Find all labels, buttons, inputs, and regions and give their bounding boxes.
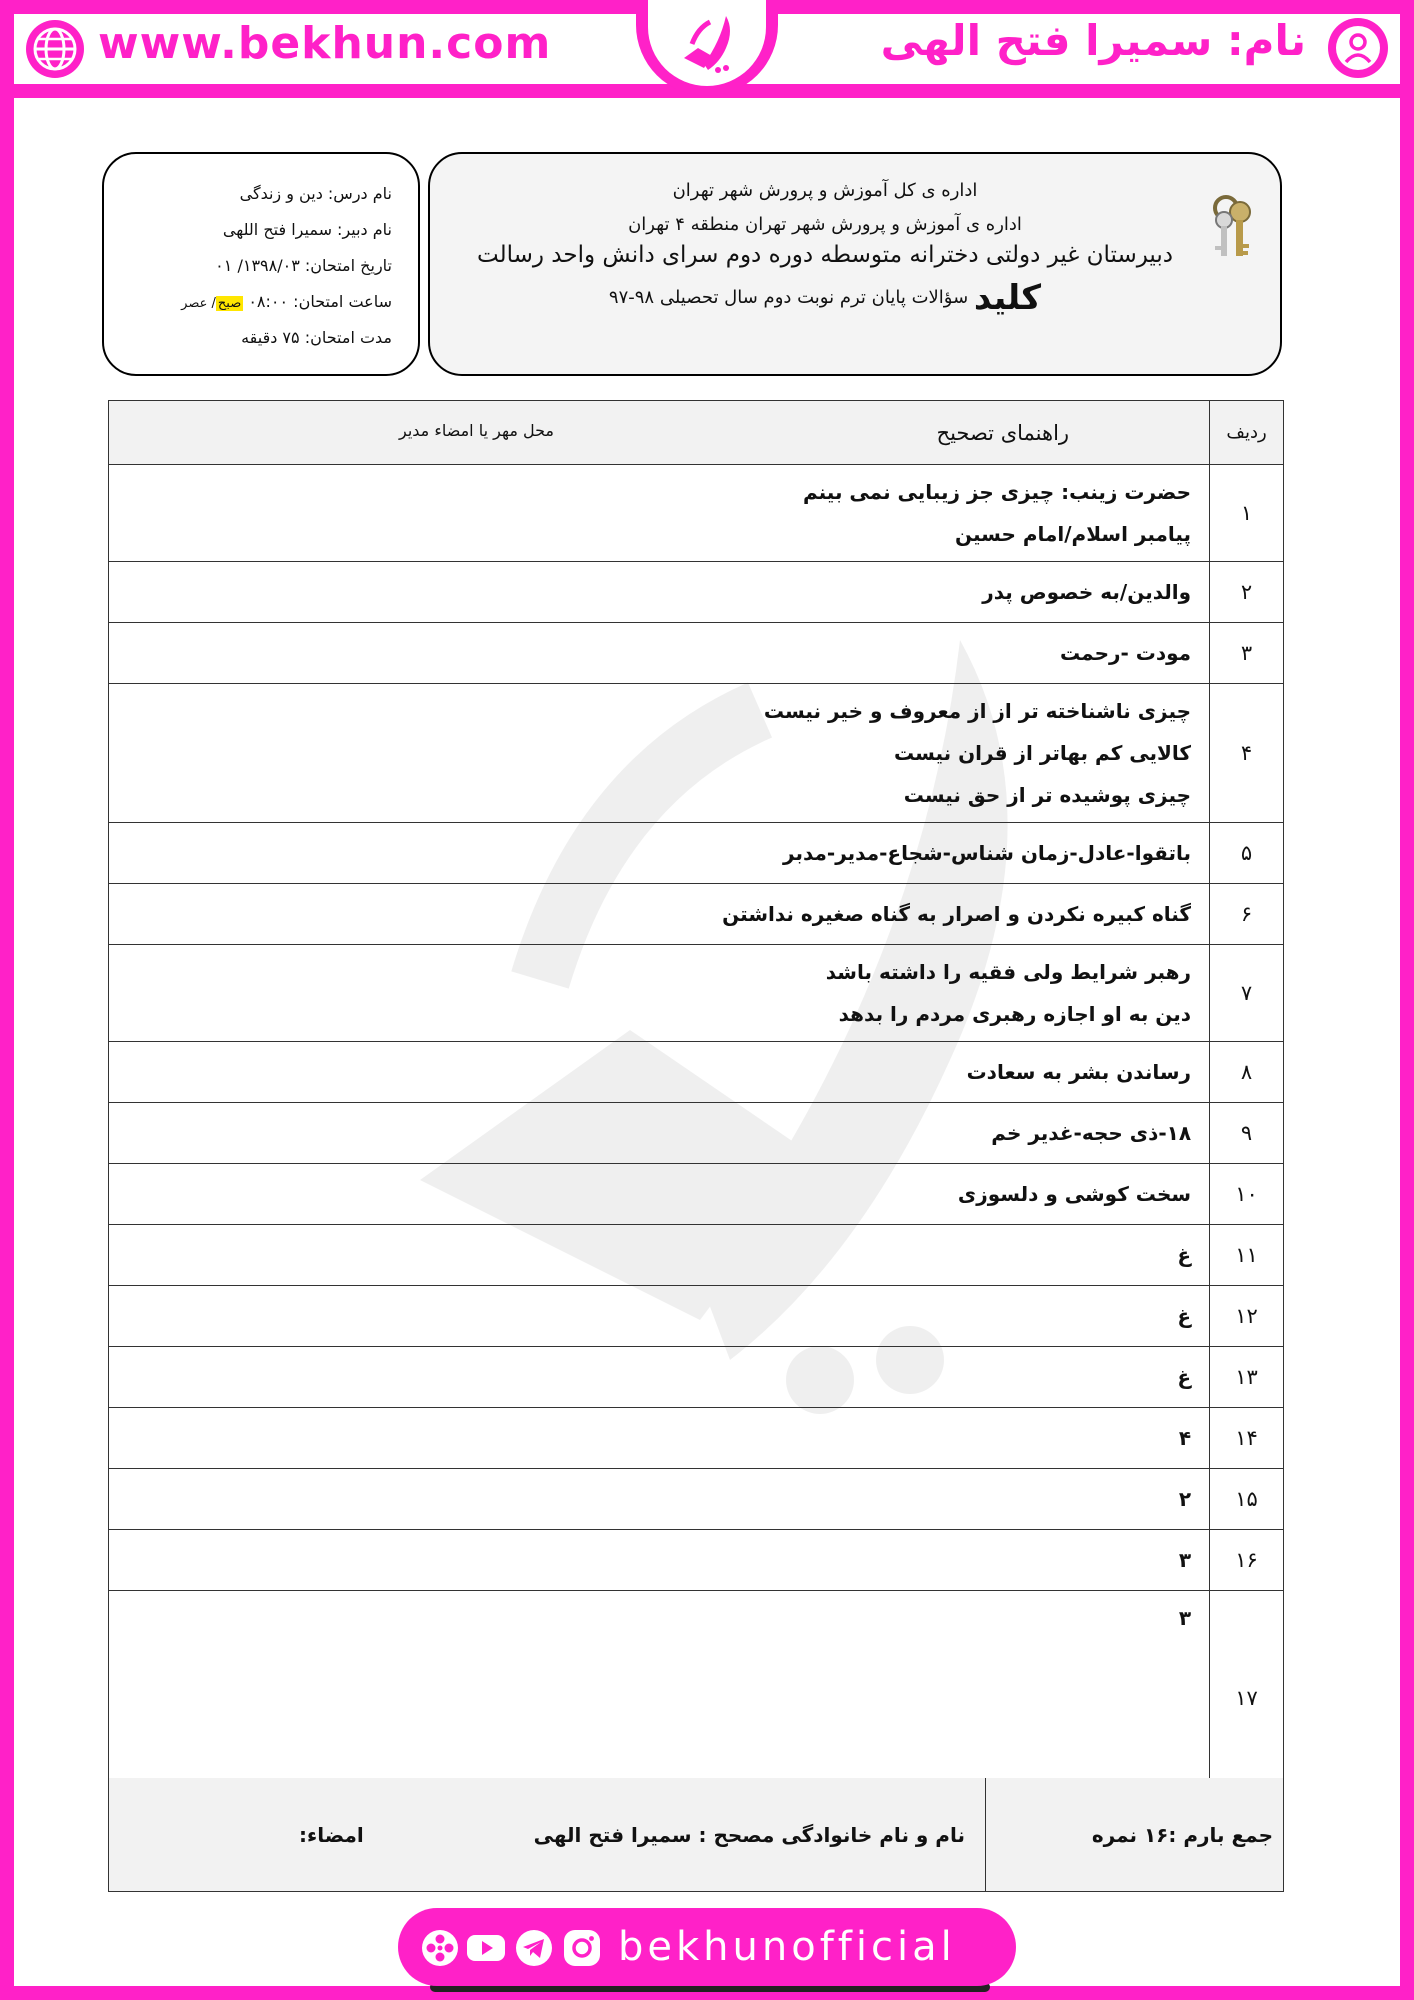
answer-line: گناه کبیره نکردن و اصرار به گناه صغیره نداشتن [722,902,1192,926]
row-number: ۱ [1210,465,1284,562]
table-row [109,884,1284,945]
table-row [109,684,1284,823]
instagram-icon[interactable] [562,1928,602,1968]
answer-key-table [108,400,1284,1805]
answer-cell [109,1530,1210,1591]
row-number: ۷ [1210,945,1284,1042]
answer-cell [109,1042,1210,1103]
table-row [109,1103,1284,1164]
row-number: ۳ [1210,623,1284,684]
answer-cell [109,1347,1210,1408]
table-row [109,1469,1284,1530]
answer-key-label: کلید [973,278,1042,318]
row-number: ۲ [1210,562,1284,623]
row-number: ۸ [1210,1042,1284,1103]
table-header-row [109,401,1284,465]
telegram-icon[interactable] [514,1928,554,1968]
table-row [109,1591,1284,1805]
answer-line: مودت -رحمت [1060,641,1192,665]
row-number: ۱۵ [1210,1469,1284,1530]
answer-line: پیامبر اسلام/امام حسین [954,522,1192,546]
exam-title [440,278,1210,318]
youtube-icon[interactable] [466,1928,506,1968]
table-row [109,1408,1284,1469]
table-row [109,623,1284,684]
answer-cell [109,1225,1210,1286]
user-icon [1326,16,1390,80]
time-evening: / عصر [181,296,216,311]
table-footer [108,1778,1284,1892]
table-row [109,1042,1284,1103]
time-morning: صبح [217,296,242,311]
answer-line: ۳ [1178,1548,1192,1572]
school-line-2: اداره ی آموزش و پرورش شهر تهران منطقه ۴ تهران [628,214,1022,235]
row-number: ۵ [1210,823,1284,884]
answer-cell [109,1103,1210,1164]
total-score: جمع بارم :۱۶ نمره [985,1778,1283,1891]
table-row [109,1164,1284,1225]
keys-icon [1210,194,1258,266]
grader-name: نام و نام خانوادگی مصحح : سمیرا فتح الهی [533,1822,965,1847]
table-row [109,1286,1284,1347]
answer-cell [109,884,1210,945]
answer-cell [109,465,1210,562]
exam-duration: مدت امتحان: ۷۵ دقیقه [241,328,392,347]
answer-cell [109,823,1210,884]
answer-line: رساندن بشر به سعادت [966,1060,1192,1084]
header-correction-guide: راهنمای تصحیح [936,420,1070,445]
globe-icon [24,18,86,80]
answer-cell [109,623,1210,684]
row-number: ۱۳ [1210,1347,1284,1408]
row-number: ۱۰ [1210,1164,1284,1225]
table-row [109,823,1284,884]
answer-line: چیزی پوشیده تر از حق نیست [903,783,1192,807]
website-url[interactable]: www.bekhun.com [98,18,552,69]
subject-name: نام درس: دین و زندگی [239,184,392,203]
answer-cell [109,945,1210,1042]
exam-time-label: ساعت امتحان: ۰۸:۰۰ [248,292,392,311]
answer-line: ۱۸-ذی حجه-غدیر خم [991,1121,1192,1145]
answer-line: سخت کوشی و دلسوزی [957,1182,1192,1206]
answer-line: باتقوا-عادل-زمان شناس-شجاع-مدیر-مدبر [783,841,1192,865]
row-number: ۱۲ [1210,1286,1284,1347]
answer-line: والدین/به خصوص پدر [982,580,1192,604]
answer-line: چیزی ناشناخته تر از از معروف و خیر نیست [763,699,1192,723]
teacher-name: نام دبیر: سمیرا فتح اللهی [222,220,392,239]
exam-term: سؤالات پایان ترم نوبت دوم سال تحصیلی ۹۸-۹۷ [608,287,969,308]
answer-cell [109,1408,1210,1469]
school-header-box [428,152,1282,376]
social-handle[interactable]: bekhunofficial [618,1924,956,1970]
film-reel-icon[interactable] [420,1928,460,1968]
row-number: ۹ [1210,1103,1284,1164]
row-number: ۱۴ [1210,1408,1284,1469]
header-principal-seal: محل مهر یا امضاء مدیر [399,420,554,440]
answer-line: کالایی کم بهاتر از قران نیست [893,741,1192,765]
answer-line: غ [1177,1243,1192,1267]
answer-line: دین به او اجازه رهبری مردم را بدهد [838,1002,1192,1026]
row-number: ۱۷ [1210,1591,1284,1805]
table-row [109,562,1284,623]
exam-info-box [102,152,420,376]
exam-time [181,292,392,311]
answer-line: ۳ [1178,1606,1192,1630]
header-row-number: ردیف [1210,401,1284,465]
answer-cell [109,684,1210,823]
row-number: ۶ [1210,884,1284,945]
header-guide-cell [109,401,1210,465]
answer-rows [109,465,1284,1805]
answer-line: حضرت زینب: چیزی جز زیبایی نمی بینم [802,480,1192,504]
answer-line: غ [1177,1365,1192,1389]
table-row [109,465,1284,562]
exam-date: تاریخ امتحان: ۱۳۹۸/۰۳/ ۰۱ [215,256,392,275]
table-row [109,1530,1284,1591]
school-name: دبیرستان غیر دولتی دخترانه متوسطه دوره دوم سرای دانش واحد رسالت [476,242,1174,268]
answer-line: ۲ [1178,1487,1192,1511]
table-row [109,1347,1284,1408]
school-line-1: اداره ی کل آموزش و پرورش شهر تهران [672,180,978,201]
answer-cell [109,1164,1210,1225]
student-name-title: نام: سمیرا فتح الهی [880,16,1306,65]
answer-cell [109,1591,1210,1805]
table-row [109,945,1284,1042]
grader-cell [109,1778,985,1891]
answer-line: غ [1177,1304,1192,1328]
answer-cell [109,562,1210,623]
answer-cell [109,1286,1210,1347]
table-row [109,1225,1284,1286]
answer-line: ۴ [1178,1426,1192,1450]
row-number: ۱۶ [1210,1530,1284,1591]
signature-label: امضاء: [299,1822,364,1847]
row-number: ۴ [1210,684,1284,823]
answer-line: رهبر شرایط ولی فقیه را داشته باشد [825,960,1192,984]
row-number: ۱۱ [1210,1225,1284,1286]
bekhun-logo-icon [664,4,750,82]
answer-cell [109,1469,1210,1530]
